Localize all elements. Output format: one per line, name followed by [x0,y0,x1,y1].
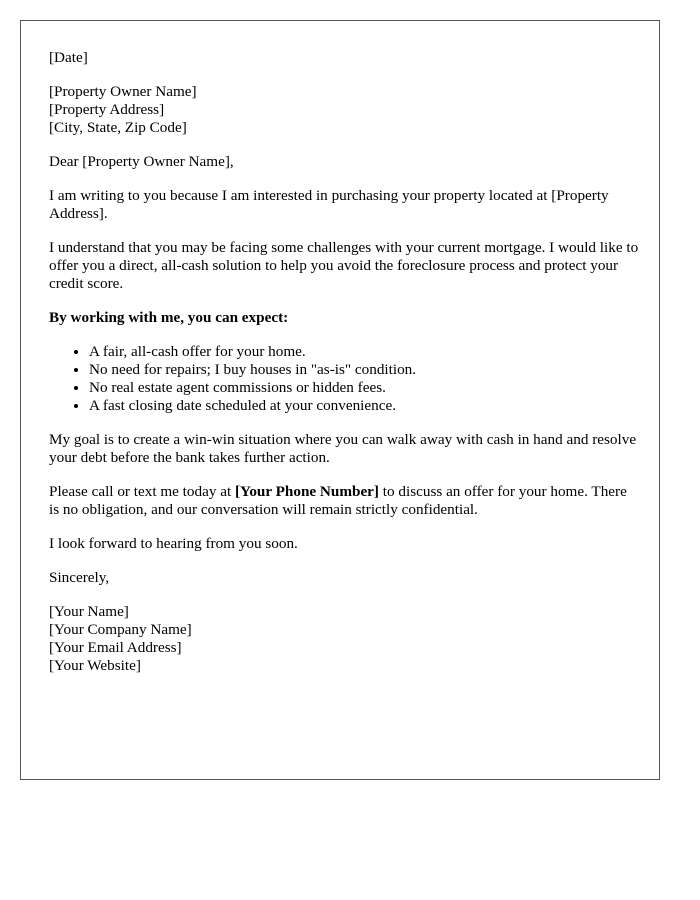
recipient-address: [Property Address] [49,101,165,118]
list-item: • No real estate agent commissions or hidden fees. [89,379,639,397]
intro-paragraph: I am writing to you because I am interested in purchasing your property located at [Property Address]. [49,187,609,222]
letter-date: [Date] [49,49,88,66]
list-item: • A fast closing date scheduled at your convenience. [89,397,639,415]
list-item: • A fair, all-cash offer for your home. [89,343,639,361]
recipient-name: [Property Owner Name] [49,83,197,100]
benefits-list [49,343,639,415]
goal-paragraph: My goal is to create a win-win situation where you can walk away with cash in hand and resolve your debt before the bank takes further action. [49,431,637,466]
sender-email: [Your Email Address] [49,639,182,656]
list-item: • No need for repairs; I buy houses in "as-is" condition. [89,361,639,379]
call-paragraph [49,483,639,519]
recipient-city-state-zip: [City, State, Zip Code] [49,119,187,136]
letter-page [20,20,660,780]
closing: Sincerely, [49,569,110,586]
recipient-block [49,83,639,137]
sender-company: [Your Company Name] [49,621,192,638]
phone-number: [Your Phone Number] [234,483,379,500]
expect-heading: By working with me, you can expect: [49,309,289,326]
sender-block [49,603,639,675]
salutation: Dear [Property Owner Name], [49,153,234,170]
mortgage-paragraph: I understand that you may be facing some challenges with your current mortgage. I would like to offer you a direct, all-cash solution to help you avoid the foreclosure process and protect your credit score. [49,239,639,292]
sender-website: [Your Website] [49,657,141,674]
call-text-before: Please call or text me today at [49,483,235,500]
letter-body [49,49,639,691]
look-forward-paragraph: I look forward to hearing from you soon. [49,535,298,552]
call-text-after: to discuss an offer for your home. There is no obligation, and our conversation will remain strictly confidential. [49,483,627,518]
sender-name: [Your Name] [49,603,129,620]
